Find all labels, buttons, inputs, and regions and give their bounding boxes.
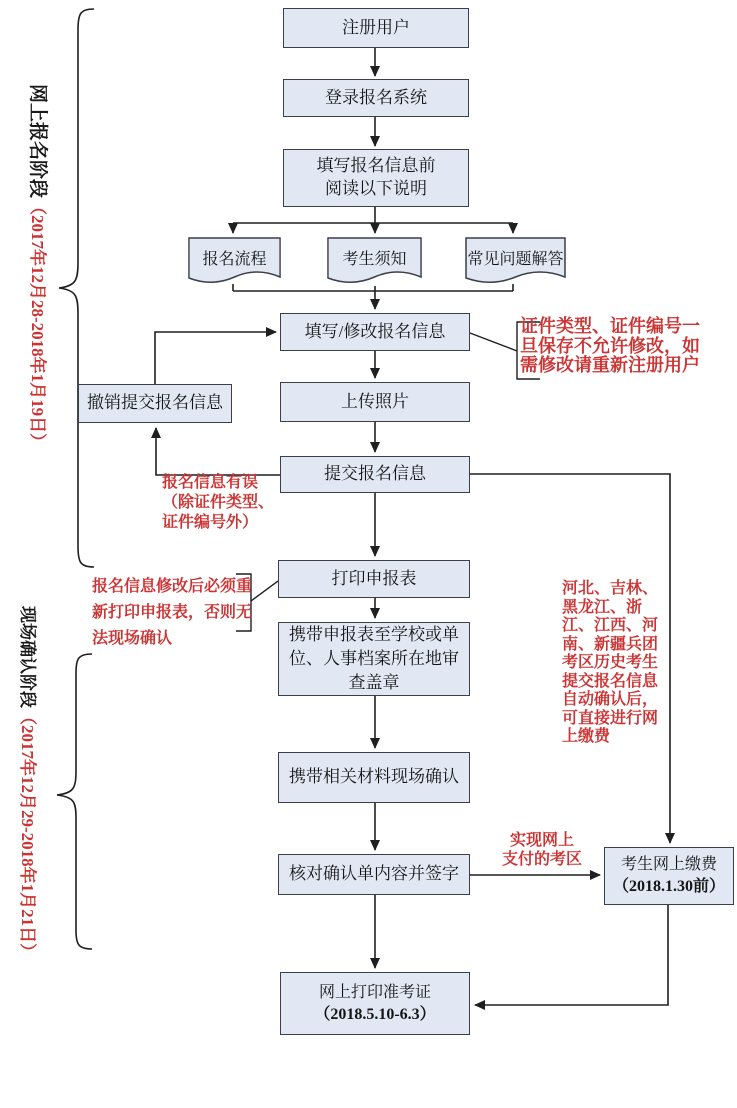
step-read-instructions bbox=[283, 149, 469, 207]
step-login-system bbox=[283, 79, 469, 117]
doc-faq bbox=[465, 237, 566, 287]
stage-braces bbox=[57, 9, 94, 949]
step-label: 打印申报表 bbox=[331, 568, 417, 588]
step-label-line1: 考生网上缴费 bbox=[620, 856, 717, 874]
step-upload-photo bbox=[280, 382, 470, 422]
step-fill-modify-info bbox=[280, 313, 470, 351]
step-label: 携带申报表至学校或单位、人事档案所在地审查盖章 bbox=[289, 625, 459, 692]
brace-onsite-stage bbox=[57, 654, 92, 949]
step-label: 注册用户 bbox=[342, 17, 410, 37]
step-print-application-form bbox=[278, 560, 470, 598]
doc-registration-process bbox=[188, 237, 281, 287]
doc-label: 考生须知 bbox=[342, 250, 407, 268]
step-label: 撤销提交报名信息 bbox=[87, 393, 223, 413]
stage-label-onsite bbox=[14, 606, 40, 960]
note-line: 证件编号外） bbox=[162, 514, 259, 531]
step-label-line2: 阅读以下说明 bbox=[325, 179, 427, 198]
step-pay-online bbox=[604, 847, 734, 905]
note-reprint-required: 报名信息修改后必须重新打印申报表，否则无法现场确认 bbox=[92, 578, 253, 647]
step-label: 填写/修改报名信息 bbox=[304, 321, 446, 341]
doc-label: 常见问题解答 bbox=[467, 250, 564, 268]
note-line: 实现网上 bbox=[509, 832, 574, 849]
stage-online-dates: （2017年12月28-2018年1月19日） bbox=[28, 198, 47, 451]
step-label-line1: 网上打印准考证 bbox=[318, 983, 431, 1001]
note-auto-confirm-regions: 河北、吉林、黑龙江、浙江、江西、河南、新疆兵团考区历史考生提交报名信息自动确认后，可直接进行网上缴费 bbox=[562, 580, 659, 745]
step-verify-and-sign bbox=[278, 854, 470, 895]
doc-candidate-notice bbox=[327, 237, 422, 287]
step-print-admission-ticket bbox=[280, 972, 470, 1035]
step-label: 携带相关材料现场确认 bbox=[289, 767, 459, 787]
doc-label: 报名流程 bbox=[202, 250, 267, 268]
stage-onsite-name: 现场确认阶段 bbox=[18, 606, 37, 708]
step-label-dates: （2018.5.10-6.3） bbox=[314, 1005, 436, 1023]
stage-label-online bbox=[24, 84, 50, 450]
stage-onsite-dates: （2017年12月29-2018年1月21日） bbox=[18, 708, 37, 961]
note-line: 支付的考区 bbox=[501, 851, 582, 868]
note-line: （除证件类型、 bbox=[162, 494, 275, 511]
step-cancel-submission bbox=[78, 384, 232, 423]
step-label-line1: 填写报名信息前 bbox=[316, 156, 436, 176]
step-register-user bbox=[283, 8, 469, 48]
step-label-deadline: （2018.1.30前） bbox=[612, 878, 725, 895]
note-certificate-no-modify: 证件类型、证件编号一旦保存不允许修改，如需修改请重新注册用户 bbox=[520, 316, 700, 375]
step-onsite-confirmation bbox=[278, 752, 470, 803]
step-label: 提交报名信息 bbox=[324, 464, 426, 484]
brace-online-stage bbox=[59, 9, 94, 567]
step-label: 上传照片 bbox=[341, 391, 409, 411]
step-label: 登录报名系统 bbox=[325, 87, 427, 107]
note-info-error bbox=[162, 473, 302, 533]
stage-online-name: 网上报名阶段 bbox=[27, 84, 48, 199]
note-online-payment-regions bbox=[494, 831, 590, 869]
step-submit-info bbox=[280, 456, 470, 493]
step-label: 核对确认单内容并签字 bbox=[289, 864, 459, 884]
note-line: 报名信息有误 bbox=[162, 474, 259, 491]
step-bring-form-for-stamp bbox=[278, 622, 470, 696]
